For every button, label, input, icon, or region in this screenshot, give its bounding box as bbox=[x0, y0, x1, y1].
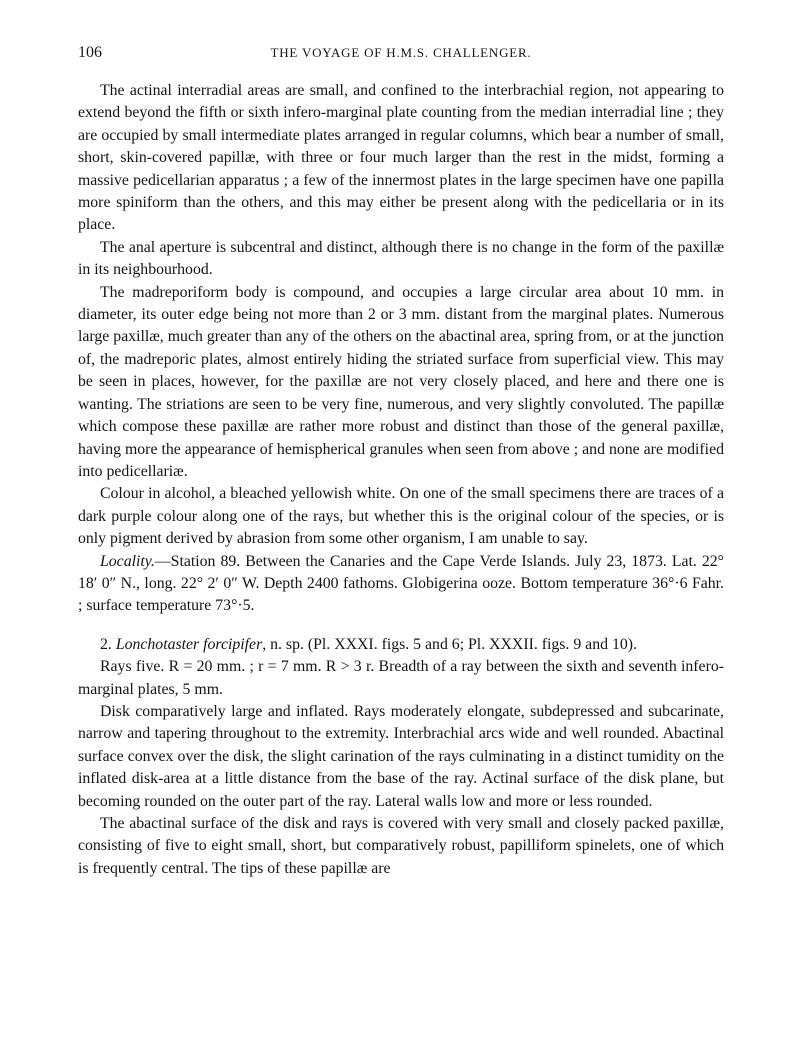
species-reference: , n. sp. (Pl. XXXI. figs. 5 and 6; Pl. XXXII. figs. 9 and 10). bbox=[262, 635, 637, 653]
running-head: THE VOYAGE OF H.M.S. CHALLENGER. bbox=[270, 45, 532, 60]
page-header bbox=[78, 44, 724, 68]
page-number: 106 bbox=[78, 44, 102, 61]
paragraph-anal-aperture: The anal aperture is subcentral and distinct, although there is no change in the form of the paxillæ in its neighbourhood. bbox=[78, 238, 724, 279]
locality-text: —Station 89. Between the Canaries and the Cape Verde Islands. July 23, 1873. Lat. 22° 18′ 0″ N., long. 22° 2′ 0″ W. Depth 2400 fathoms. Globigerina ooze. Bottom temperature 36°·6 Fahr. ; surface temperature 73°·5. bbox=[78, 552, 724, 615]
paragraph-actinal-interradial: The actinal interradial areas are small, and confined to the interbrachial region, not appearing to extend beyond the fifth or sixth infero-marginal plate counting from the median interradial line ; they are occupied by small intermediate plates arranged in regular columns, which bear a number of small, short, skin-covered papillæ, with three or four much larger than the rest in the midst, forming a massive pedicellarian apparatus ; a few of the innermost plates in the large specimen have one papilla more spiniform than the others, and this may either be present along with the pedicellaria or in its place. bbox=[78, 82, 724, 234]
paragraph-disk-description: Disk comparatively large and inflated. Rays moderately elongate, subdepressed and subcarinate, narrow and tapering throughout to the extremity. Interbrachial arcs wide and well rounded. Abactinal surface convex over the disk, the slight carination of the rays culminating in a distinct tumidity on the inflated disk-area at a little distance from the base of the ray. Actinal surface of the disk plane, but becoming rounded on the outer part of the ray. Lateral walls low and more or less rounded. bbox=[78, 702, 724, 810]
locality-label: Locality. bbox=[100, 552, 155, 570]
species-number: 2. bbox=[100, 635, 112, 653]
paragraph-measurements: Rays five. R = 20 mm. ; r = 7 mm. R > 3 r. Breadth of a ray between the sixth and seventh infero-marginal plates, 5 mm. bbox=[78, 658, 724, 698]
species-name: Lonchotaster forcipifer bbox=[115, 635, 263, 653]
page-body bbox=[78, 80, 724, 880]
section-gap bbox=[78, 618, 724, 634]
paragraph-locality bbox=[78, 551, 724, 618]
paragraph-madreporiform: The madreporiform body is compound, and occupies a large circular area about 10 mm. in diameter, its outer edge being not more than 2 or 3 mm. distant from the marginal plates. Numerous large paxillæ, much greater than any of the others on the abactinal area, spring from, or at the junction of, the madreporic plates, almost entirely hiding the striated surface from superficial view. This may be seen in places, however, for the paxillæ are not very closely placed, and here and there one is wanting. The striations are seen to be very fine, numerous, and very slightly convoluted. The papillæ which compose these paxillæ are rather more robust and distinct than those of the general paxillæ, having more the appearance of hemispherical granules when seen from above ; and none are modified into pedicellariæ. bbox=[78, 283, 724, 480]
paragraph-abactinal-surface: The abactinal surface of the disk and rays is covered with very small and closely packed paxillæ, consisting of five to eight small, short, but comparatively robust, papilliform spinelets, one of which is frequently central. The tips of these papillæ are bbox=[78, 815, 724, 877]
species-heading bbox=[78, 634, 724, 656]
paragraph-colour: Colour in alcohol, a bleached yellowish white. On one of the small specimens there are traces of a dark purple colour along one of the rays, but whether this is the original colour of the species, or is only pigment derived by abrasion from some other organism, I am unable to say. bbox=[78, 485, 724, 548]
